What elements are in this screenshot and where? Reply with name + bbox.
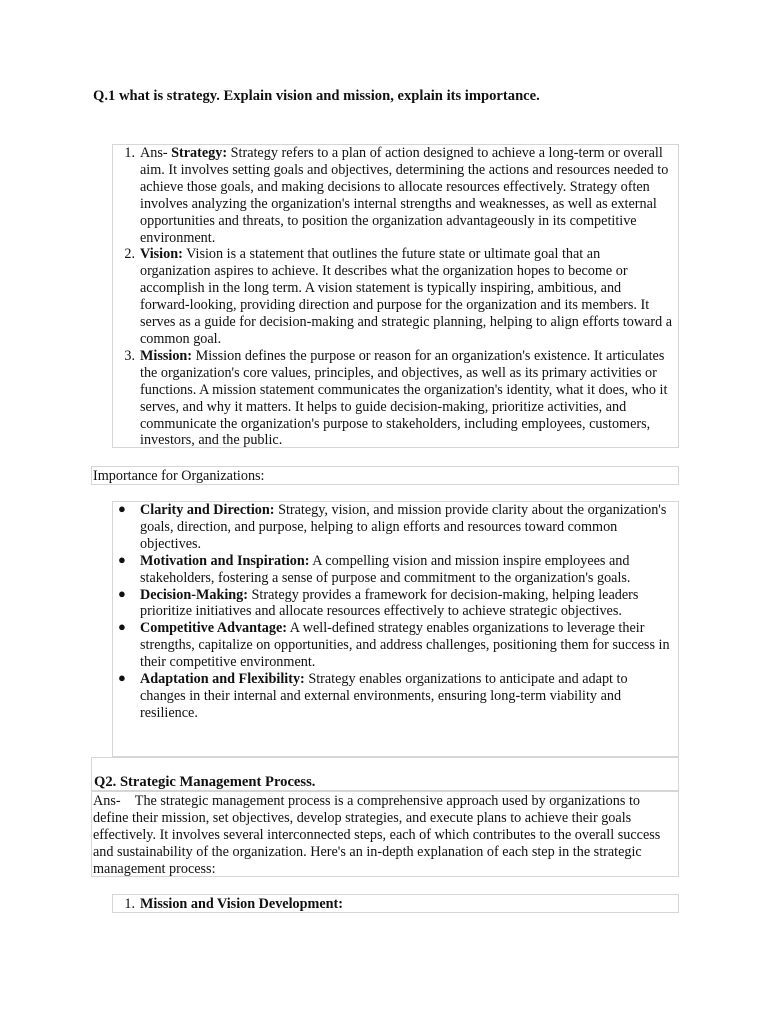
list-number: 2. (124, 246, 135, 263)
importance-list (118, 501, 673, 722)
bullet-term: Clarity and Direction: (140, 502, 275, 518)
definition-mission: Mission defines the purpose or reason for an organization's existence. It articulates the organization's core values, principles, and objectives, as well as its primary activities or functions. A mission statement communicates the organization's identity, what it does, who it serves, and why it matters. It helps to guide decision-making, prioritize activities, and communicate the organization's purpose to stakeholders, including employees, customers, investors, and the public. (140, 347, 668, 449)
q2-steps-list (124, 896, 673, 913)
importance-heading: Importance for Organizations: (91, 466, 679, 485)
q2-title: Q2. Strategic Management Process. (91, 757, 679, 791)
bullet-text: A compelling vision and mission inspire employees and stakeholders, fostering a sense of purpose and commitment to the organization's goals. (140, 552, 631, 586)
step-term: Mission and Vision Development: (140, 896, 343, 912)
bullet-dot-icon: ● (118, 619, 126, 635)
q1-title: Q.1 what is strategy. Explain vision and mission, explain its importance. (93, 88, 540, 104)
answer-prefix: Ans- (140, 145, 172, 161)
bullet-decision-making (118, 585, 673, 621)
q1-definitions-list (124, 145, 673, 449)
list-item-strategy (124, 145, 673, 246)
bullet-dot-icon: ● (118, 551, 126, 567)
list-number: 3. (124, 347, 135, 364)
bullet-term: Decision-Making: (140, 586, 248, 603)
list-item-mission (124, 347, 673, 449)
bullet-dot-icon: ● (118, 585, 126, 601)
list-item-vision (124, 246, 673, 347)
term-mission: Mission: (140, 347, 193, 364)
term-strategy: Strategy: (171, 145, 228, 161)
list-number: 1. (124, 145, 135, 161)
bullet-dot-icon: ● (118, 501, 126, 516)
bullet-text: A well-defined strategy enables organizations to leverage their strengths, capitalize on opportunities, and address challenges, positioning them for success in their competitive environment. (140, 620, 670, 671)
list-number: 1. (124, 896, 135, 912)
answer-text: The strategic management process is a comprehensive approach used by organizations to define their mission, set objectives, develop strategies, and execute plans to achieve their goals effectively. It involves several interconnected steps, each of which contributes to the overall success and sustainability of the organization. Here's an in-depth explanation of each step in the strategic management process: (93, 793, 661, 877)
q1-definitions-box (112, 144, 679, 448)
definition-strategy: Strategy refers to a plan of action designed to achieve a long-term or overall aim. It involves setting goals and objectives, determining the actions and resources needed to achieve those goals, and making decisions to allocate resources effectively. Strategy often involves analyzing the organization's internal strengths and weaknesses, as well as external opportunities and threats, to position the organization advantageously in its competitive environment. (140, 145, 669, 246)
bullet-term: Motivation and Inspiration: (140, 552, 310, 569)
q2-answer-box (91, 791, 679, 877)
bullet-term: Adaptation and Flexibility: (140, 671, 305, 688)
bullet-competitive-advantage (118, 619, 673, 671)
importance-box (112, 501, 679, 757)
q2-steps-box (112, 894, 679, 913)
bullet-clarity (118, 501, 673, 553)
bullet-text: Strategy, vision, and mission provide clarity about the organization's goals, direction, and purpose, helping to align efforts and resources toward common objectives. (140, 502, 667, 552)
bullet-text: Strategy provides a framework for decision-making, helping leaders prioritize initiatives and allocate resources effectively to achieve strategic objectives. (140, 586, 639, 620)
bullet-term: Competitive Advantage: (140, 620, 287, 637)
list-item-mission-vision-development (124, 896, 673, 913)
definition-vision: Vision is a statement that outlines the future state or ultimate goal that an organization aspires to achieve. It describes what the organization hopes to become or accomplish in the long term. A vision statement is typically inspiring, ambitious, and forward-looking, providing direction and purpose for the organization and its members. It serves as a guide for decision-making and strategic planning, helping to align efforts toward a common goal. (140, 246, 673, 347)
bullet-adaptation (118, 670, 673, 722)
term-vision: Vision: (140, 246, 183, 263)
bullet-dot-icon: ● (118, 670, 126, 686)
bullet-text: Strategy enables organizations to anticipate and adapt to changes in their internal and external environments, ensuring long-term viability and resilience. (140, 671, 628, 721)
answer-label: Ans- (93, 793, 121, 809)
bullet-motivation (118, 551, 673, 587)
